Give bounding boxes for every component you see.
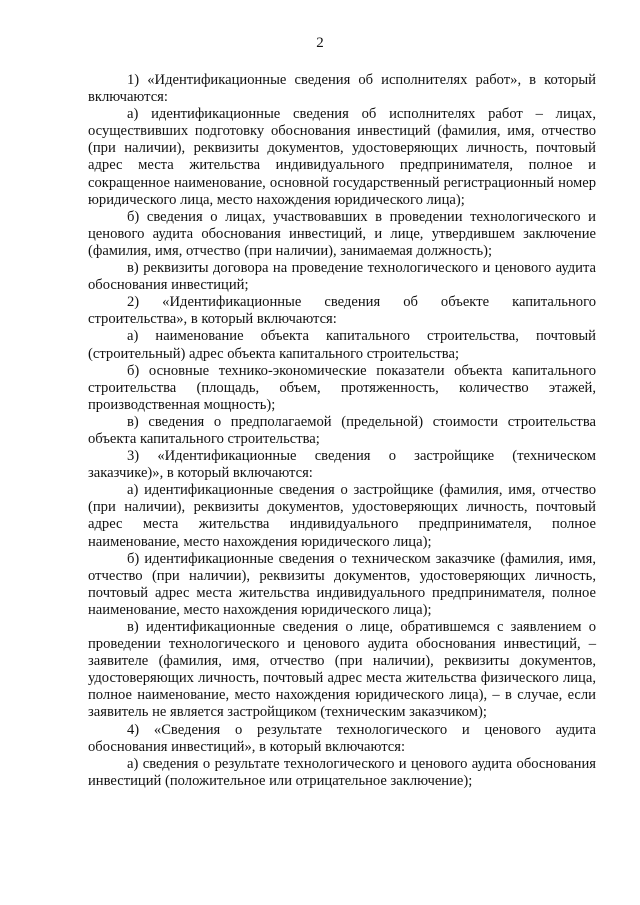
paragraph-3c: в) идентификационные сведения о лице, обратившемся с заявлением о проведении технологического и ценового аудита обоснования инвестиций, – заявителе (фамилия, имя, отчество (при наличии), реквизиты документов, удостоверяющих личность, почтовый адрес места жительства физического лица, полное наименование, место нахождения юридического лица), – в случае, если заявитель не является застройщиком (техническим заказчиком); bbox=[88, 619, 596, 721]
paragraph-1b: б) сведения о лицах, участвовавших в проведении технологического и ценового аудита обоснования инвестиций, и лице, утвердившем заключение (фамилия, имя, отчество (при наличии), занимаемая должность); bbox=[88, 208, 596, 259]
document-body bbox=[88, 72, 596, 790]
paragraph-4a: а) сведения о результате технологического и ценового аудита обоснования инвестиций (положительное или отрицательное заключение); bbox=[88, 755, 596, 789]
paragraph-3a: а) идентификационные сведения о застройщике (фамилия, имя, отчество (при наличии), реквизиты документов, удостоверяющих личность, почтовый адрес места жительства индивидуального предпринимателя, полное наименование, место нахождения юридического лица); bbox=[88, 482, 596, 550]
paragraph-2b: б) основные технико-экономические показатели объекта капитального строительства (площадь, объем, протяженность, количество этажей, производственная мощность); bbox=[88, 362, 596, 413]
paragraph-1c: в) реквизиты договора на проведение технологического и ценового аудита обоснования инвестиций; bbox=[88, 260, 596, 294]
paragraph-section-3-heading: 3) «Идентификационные сведения о застройщике (техническом заказчике)», в который включаются: bbox=[88, 448, 596, 482]
paragraph-2a: а) наименование объекта капитального строительства, почтовый (строительный) адрес объекта капитального строительства; bbox=[88, 328, 596, 362]
paragraph-section-2-heading: 2) «Идентификационные сведения об объекте капитального строительства», в который включаются: bbox=[88, 294, 596, 328]
paragraph-section-1-heading: 1) «Идентификационные сведения об исполнителях работ», в который включаются: bbox=[88, 72, 596, 106]
paragraph-section-4-heading: 4) «Сведения о результате технологического и ценового аудита обоснования инвестиций», в который включаются: bbox=[88, 721, 596, 755]
page-number: 2 bbox=[316, 35, 324, 51]
paragraph-3b: б) идентификационные сведения о техническом заказчике (фамилия, имя, отчество (при наличии), реквизиты документов, удостоверяющих личность, почтовый адрес места жительства индивидуального предпринимателя, полное наименование, место нахождения юридического лица); bbox=[88, 550, 596, 618]
paragraph-1a: а) идентификационные сведения об исполнителях работ – лицах, осуществивших подготовку обоснования инвестиций (фамилия, имя, отчество (при наличии), реквизиты документов, удостоверяющих личность, почтовый адрес места жительства индивидуального предпринимателя, полное и сокращенное наименование, основной государственный регистрационный номер юридического лица, место нахождения юридического лица); bbox=[88, 106, 596, 208]
paragraph-2c: в) сведения о предполагаемой (предельной) стоимости строительства объекта капитального строительства; bbox=[88, 413, 596, 447]
